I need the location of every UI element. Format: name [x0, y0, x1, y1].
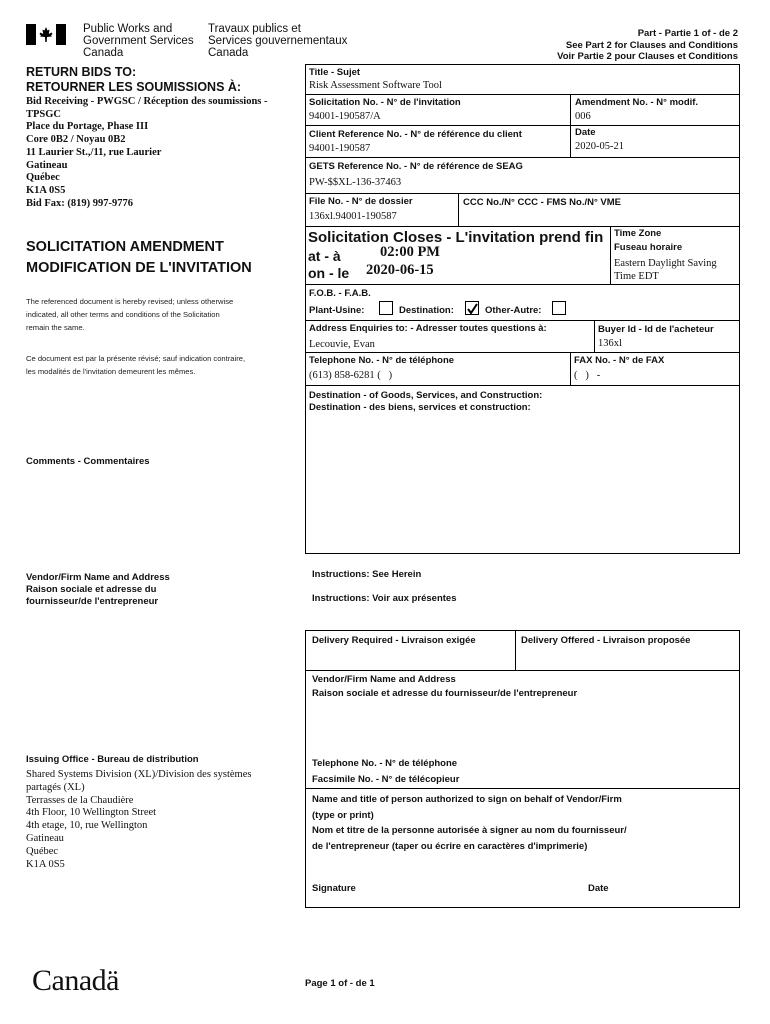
date-label: Date: [575, 127, 596, 138]
issuing-office-label: Issuing Office - Bureau de distribution: [26, 754, 199, 765]
department-name-fr: [208, 23, 347, 59]
vendor-left-line: fournisseur/de l'entrepreneur: [26, 596, 159, 607]
part-indicator: [557, 28, 738, 63]
issuing-line: partagés (XL): [26, 781, 85, 793]
amendment-text-line: les modalités de l'invitation demeurent les mêmes.: [26, 367, 196, 376]
amendment-text-en: [26, 295, 233, 334]
delivery-required-label: Delivery Required - Livraison exigée: [312, 635, 476, 646]
issuing-line: K1A 0S5: [26, 858, 65, 870]
other-checkbox[interactable]: [552, 301, 566, 315]
dept-en-line: Government Services: [83, 35, 194, 47]
vendor-telephone-label: Telephone No. - N° de téléphone: [312, 758, 458, 769]
delivery-offered-label: Delivery Offered - Livraison proposée: [521, 635, 691, 646]
title-value: Risk Assessment Software Tool: [309, 80, 442, 91]
amendment-text-line: The referenced document is hereby revised; unless otherwise: [26, 297, 234, 306]
instructions-fr: Instructions: Voir aux présentes: [312, 593, 457, 604]
return-bids-fr: RETOURNER LES SOUMISSIONS À:: [26, 80, 242, 94]
tz-label-line: Time Zone: [614, 228, 662, 239]
gets-ref-label: GETS Reference No. - N° de référence de SEAG: [309, 161, 523, 172]
issuing-line: Gatineau: [26, 832, 64, 844]
amendment-title: [26, 237, 252, 279]
buyer-id-label: Buyer Id - Id de l'acheteur: [598, 324, 714, 335]
date-value: 2020-05-21: [575, 141, 624, 152]
file-no-value: 136xl.94001-190587: [309, 211, 397, 222]
address-enquiries-value: Lecouvie, Evan: [309, 339, 375, 350]
address-line: 11 Laurier St.,/11, rue Laurier: [26, 146, 162, 158]
address-line: TPSGC: [26, 108, 62, 120]
issuing-line: 4th Floor, 10 Wellington Street: [26, 807, 157, 819]
ccc-no-label: CCC No./N° CCC - FMS No./N° VME: [463, 197, 622, 208]
plant-checkbox[interactable]: [379, 301, 393, 315]
return-bids-title: [26, 65, 241, 95]
check-icon: [466, 303, 478, 315]
return-bids-address: [26, 96, 268, 210]
instructions-en: Instructions: See Herein: [312, 569, 422, 580]
authorized-person-label: [312, 792, 627, 854]
signature-date-label: Date: [588, 883, 609, 894]
amendment-no-label: Amendment No. - N° modif.: [575, 97, 699, 108]
at-label: at - à: [308, 248, 341, 264]
tz-value-line: Eastern Daylight Saving: [614, 258, 717, 269]
fax-label: FAX No. - N° de FAX: [574, 355, 665, 366]
address-line: Place du Portage, Phase III: [26, 121, 149, 133]
address-line: Québec: [26, 172, 60, 184]
address-line: Bid Receiving - PWGSC / Réception des soumissions -: [26, 96, 268, 107]
see-part-fr: Voir Partie 2 pour Clauses et Conditions: [557, 51, 738, 62]
telephone-label: Telephone No. - N° de téléphone: [309, 355, 455, 366]
issuing-line: Terrasses de la Chaudière: [26, 794, 134, 806]
buyer-id-value: 136xl: [598, 338, 622, 349]
amendment-text-line: Ce document est par la présente révisé; sauf indication contraire,: [26, 354, 246, 363]
amendment-text-fr: [26, 352, 245, 378]
authorized-line: Name and title of person authorized to sign on behalf of Vendor/Firm: [312, 794, 622, 805]
destination-label: Destination:: [399, 305, 454, 316]
authorized-line: Nom et titre de la personne autorisée à signer au nom du fournisseur/: [312, 825, 627, 836]
vendor-left-line: Vendor/Firm Name and Address: [26, 572, 170, 583]
signature-label: Signature: [312, 883, 356, 894]
file-no-label: File No. - N° de dossier: [309, 196, 413, 207]
gets-ref-value: PW-$$XL-136-37463: [309, 177, 402, 188]
address-enquiries-label: Address Enquiries to: - Adresser toutes questions à:: [309, 323, 547, 334]
issuing-office-address: [26, 769, 251, 871]
dept-fr-line: Services gouvernementaux: [208, 35, 348, 47]
client-ref-label: Client Reference No. - N° de référence du client: [309, 129, 522, 140]
canada-wordmark-logo: Canadä: [32, 964, 119, 997]
vendor-facsimile-label: Facsimile No. - N° de télécopieur: [312, 774, 460, 785]
telephone-value: (613) 858-6281 ( ): [309, 370, 393, 381]
department-name-en: [83, 23, 194, 59]
time-zone-label: [614, 228, 682, 254]
amendment-text-line: remain the same.: [26, 323, 85, 332]
dept-en-line: Canada: [83, 47, 124, 59]
address-line: Core 0B2 / Noyau 0B2: [26, 134, 126, 146]
page-number: Page 1 of - de 1: [305, 978, 375, 989]
issuing-line: Shared Systems Division (XL)/Division des systèmes: [26, 769, 252, 780]
address-line: Gatineau: [26, 159, 68, 171]
address-line: K1A 0S5: [26, 184, 66, 196]
closing-date-value: 2020-06-15: [366, 262, 434, 278]
issuing-line: Québec: [26, 845, 59, 857]
dept-fr-line: Travaux publics et: [208, 23, 301, 35]
solicitation-no-value: 94001-190587/A: [309, 111, 381, 122]
address-line: Bid Fax: (819) 997-9776: [26, 197, 134, 209]
time-zone-value: [614, 257, 717, 283]
tz-label-line: Fuseau horaire: [614, 242, 683, 253]
amendment-title-en: SOLICITATION AMENDMENT: [26, 239, 224, 255]
destination-line: Destination - des biens, services et construction:: [309, 402, 531, 413]
plant-label: Plant-Usine:: [309, 305, 365, 316]
amendment-no-value: 006: [575, 111, 591, 122]
destination-line: Destination - of Goods, Services, and Construction:: [309, 390, 543, 401]
dept-en-line: Public Works and: [83, 23, 173, 35]
return-bids-en: RETURN BIDS TO:: [26, 65, 137, 79]
closes-label: Solicitation Closes - L'invitation prend fin: [308, 229, 604, 246]
vendor-firm-label: [312, 674, 577, 700]
other-label: Other-Autre:: [485, 305, 542, 316]
issuing-line: 4th etage, 10, rue Wellington: [26, 820, 148, 832]
vendor-firm-line: Raison sociale et adresse du fournisseur/de l'entrepreneur: [312, 688, 578, 699]
fax-value: ( ) -: [574, 370, 601, 381]
solicitation-no-label: Solicitation No. - N° de l'invitation: [309, 97, 461, 108]
vendor-left-line: Raison sociale et adresse du: [26, 584, 157, 595]
amendment-title-fr: MODIFICATION DE L'INVITATION: [26, 260, 252, 276]
see-part-en: See Part 2 for Clauses and Conditions: [565, 39, 738, 51]
vendor-left-label: [26, 572, 170, 608]
vendor-firm-line: Vendor/Firm Name and Address: [312, 674, 456, 685]
canada-flag-logo: [26, 24, 66, 45]
destination-checkbox[interactable]: [465, 301, 479, 315]
fob-label: F.O.B. - F.A.B.: [309, 288, 371, 299]
closing-time-value: 02:00 PM: [380, 244, 440, 260]
on-label: on - le: [308, 265, 350, 281]
destination-goods-label: [309, 390, 542, 414]
authorized-line: de l'entrepreneur (taper ou écrire en caractères d'imprimerie): [312, 840, 588, 852]
dept-fr-line: Canada: [208, 47, 249, 59]
title-label: Title - Sujet: [309, 67, 361, 78]
part-text: Part - Partie 1 of - de 2: [637, 28, 738, 39]
authorized-line: (type or print): [312, 809, 374, 821]
tz-value-line: Time EDT: [614, 271, 659, 282]
client-ref-value: 94001-190587: [309, 143, 371, 154]
amendment-text-line: indicated, all other terms and conditions of the Solicitation: [26, 310, 220, 319]
comments-label: Comments - Commentaires: [26, 456, 150, 467]
